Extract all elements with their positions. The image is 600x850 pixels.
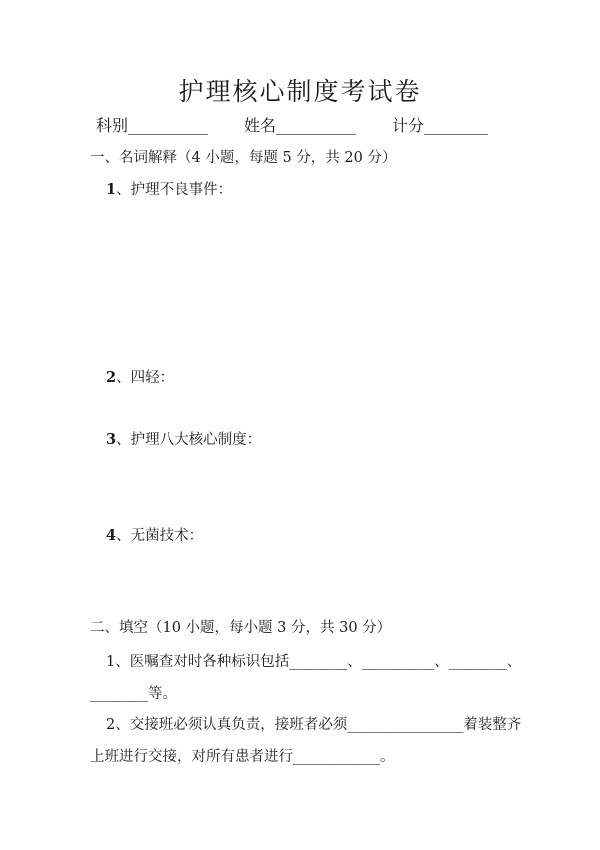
- question-1-2: [106, 366, 174, 387]
- question-number: 1: [106, 181, 117, 198]
- name-field: 姓名__________: [244, 116, 357, 135]
- fill-question-2-line-2: 上班进行交接，对所有患者进行____________。: [90, 749, 395, 765]
- fill-question-2-line-1: 2、交接班必须认真负责，接班者必须________________着装整齐: [106, 717, 522, 733]
- exam-title: 护理核心制度考试卷: [178, 77, 422, 106]
- section-2-heading: 二、填空（10 小题，每小题 3 分，共 30 分）: [90, 620, 392, 636]
- question-number: 3: [106, 431, 117, 448]
- dept-field: 科别__________: [96, 116, 209, 135]
- question-text: 、护理八大核心制度：: [116, 432, 262, 448]
- question-text: 、护理不良事件：: [116, 182, 233, 198]
- question-text: 、四轻：: [116, 370, 175, 386]
- fill-question-1-line-2: ________等。: [90, 686, 177, 702]
- question-number: 2: [106, 369, 117, 386]
- question-1-3: [106, 428, 261, 449]
- question-1-1: [106, 178, 232, 199]
- question-text: 、无菌技术：: [116, 528, 204, 544]
- score-field: 计分________: [392, 116, 489, 135]
- fill-question-1-line-1: 1、医嘱查对时各种标识包括________、__________、________、: [106, 654, 522, 670]
- question-1-4: [106, 524, 203, 545]
- question-number: 4: [106, 527, 117, 544]
- section-1-heading: 一、名词解释（4 小题，每题 5 分，共 20 分）: [90, 150, 397, 166]
